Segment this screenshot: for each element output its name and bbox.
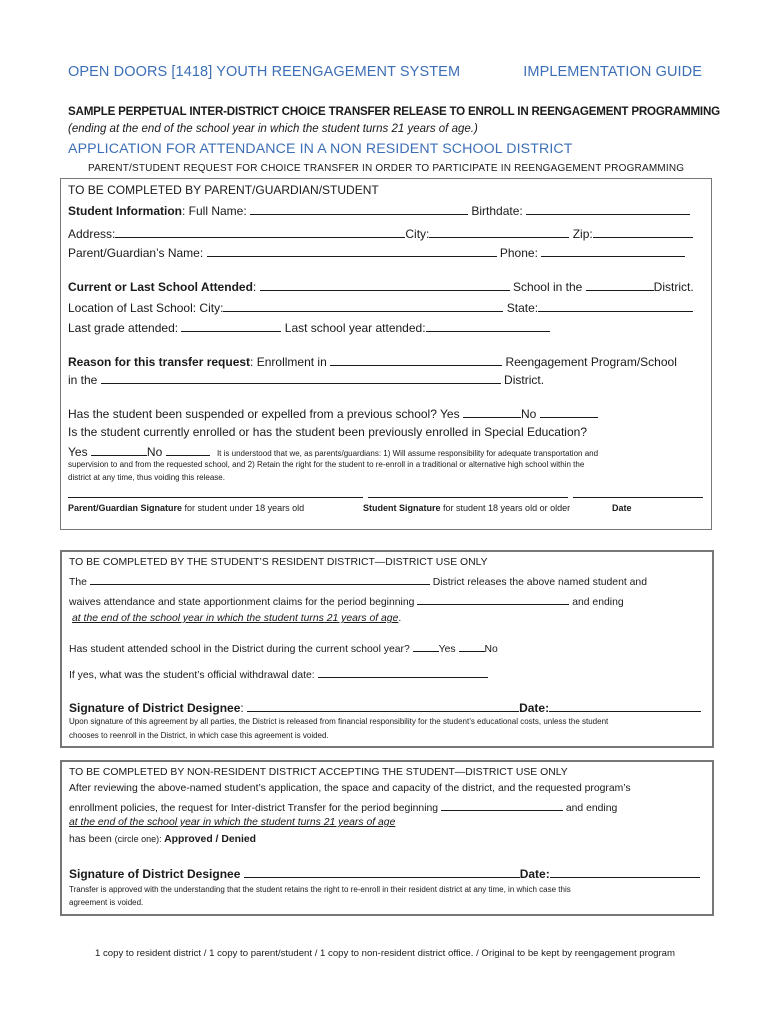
resident-district-section — [60, 550, 714, 748]
phone-label: Phone: — [499, 246, 538, 260]
address-row — [68, 225, 704, 243]
last-year-field[interactable] — [426, 319, 550, 332]
the-label: The — [69, 577, 87, 588]
review-line-2 — [69, 800, 705, 818]
parent-name-field[interactable] — [207, 244, 497, 257]
suspended-row — [68, 405, 704, 423]
approval-note-2: agreement is voided. — [69, 898, 144, 907]
releases-text: District releases the above named student and — [432, 577, 647, 588]
approved-denied-options[interactable]: Approved / Denied — [164, 834, 256, 845]
special-ed-row: Is the student currently enrolled or has the student been previously enrolled in Special Education? — [68, 425, 587, 439]
address-label: Address: — [68, 227, 116, 241]
student-signature-label: Student Signature — [363, 503, 441, 513]
attended-yes-field[interactable] — [413, 641, 439, 652]
special-ed-yes-field[interactable] — [91, 443, 147, 456]
zip-label: Zip: — [572, 227, 593, 241]
parent-signature-note: for student under 18 years old — [182, 503, 305, 513]
resident-district-field[interactable] — [90, 574, 430, 585]
transfer-district-field[interactable] — [101, 371, 501, 384]
transfer-period-field[interactable] — [441, 800, 563, 811]
releases-row — [69, 574, 705, 592]
last-year-label: Last school year attended: — [284, 321, 426, 335]
current-school-row — [68, 278, 704, 296]
end-of-year-row — [72, 613, 705, 631]
student-signature-note: for student 18 years old or older — [440, 503, 571, 513]
last-grade-label: Last grade attended: — [68, 321, 179, 335]
attended-no-label: No — [484, 644, 498, 655]
end-of-year-text: at the end of the school year in which the student turns 21 years of age — [72, 613, 399, 624]
district-label-2: District. — [504, 373, 545, 387]
parent-request-heading: PARENT/STUDENT REQUEST FOR CHOICE TRANSFER IN ORDER TO PARTICIPATE IN REENGAGEMENT PROGRAMMING — [88, 163, 685, 174]
phone-field[interactable] — [541, 244, 685, 257]
withdrawal-question: If yes, what was the student’s official withdrawal date: — [69, 670, 315, 681]
approval-note-1: Transfer is approved with the understanding that the student retains the right to re-enroll in their resident district at any time, in which case this — [69, 885, 571, 894]
district-row — [68, 371, 704, 389]
program-field[interactable] — [330, 353, 502, 366]
document-title: SAMPLE PERPETUAL INTER-DISTRICT CHOICE TRANSFER RELEASE TO ENROLL IN REENGAGEMENT PROGRAMMING — [68, 105, 720, 118]
withdrawal-date-field[interactable] — [318, 667, 488, 678]
full-name-field[interactable] — [250, 202, 468, 215]
waives-row — [69, 594, 705, 612]
designee-date-label: Date: — [519, 701, 550, 715]
state-field[interactable] — [538, 299, 693, 312]
parent-name-label: Parent/Guardian’s Name: — [68, 246, 204, 260]
location-label: Location of Last School: City: — [68, 301, 224, 315]
section1-heading: TO BE COMPLETED BY PARENT/GUARDIAN/STUDENT — [68, 183, 379, 197]
header-right: IMPLEMENTATION GUIDE — [523, 64, 702, 80]
special-ed-no-field[interactable] — [166, 443, 210, 456]
reengagement-label: Reengagement Program/School — [505, 355, 677, 369]
section3-heading: TO BE COMPLETED BY NON-RESIDENT DISTRICT ACCEPTING THE STUDENT—DISTRICT USE ONLY — [69, 767, 568, 778]
current-school-label: Current or Last School Attended — [68, 280, 253, 294]
full-name-label: : Full Name: — [182, 204, 247, 218]
designee-signature-label: Signature of District Designee — [69, 867, 241, 881]
attended-question: Has student attended school in the District during the current school year? — [69, 644, 410, 655]
release-note-2: chooses to reenroll in the District, in which case this agreement is voided. — [69, 731, 329, 740]
application-title: APPLICATION FOR ATTENDANCE IN A NON RESIDENT SCHOOL DISTRICT — [68, 141, 573, 157]
reason-row — [68, 353, 704, 371]
parent-name-row — [68, 244, 704, 262]
end-of-year-row-3 — [69, 817, 705, 835]
period-text: . — [398, 613, 402, 624]
city-field[interactable] — [429, 225, 569, 238]
in-the-label: in the — [68, 373, 98, 387]
designee-row — [69, 699, 705, 717]
last-grade-field[interactable] — [181, 319, 281, 332]
attended-no-field[interactable] — [459, 641, 485, 652]
parent-signature-label: Parent/Guardian Signature — [68, 503, 183, 513]
special-ed-answer-row — [68, 443, 704, 461]
parent-signature-line[interactable] — [68, 497, 363, 498]
signature-date-line[interactable] — [573, 497, 703, 498]
location-row — [68, 299, 704, 317]
designee-row-3 — [69, 865, 705, 883]
understood-text-2: supervision to and from the requested school, and 2) Retain the right for the student to re-enroll in a traditional or alternative high school within the — [68, 460, 585, 469]
attended-yes-label: Yes — [438, 644, 456, 655]
and-ending-text: and ending — [572, 597, 624, 608]
has-been-row — [69, 834, 705, 852]
zip-field[interactable] — [593, 225, 693, 238]
review-line-1: After reviewing the above-named student’s application, the space and capacity of the district, and the requested program’s — [69, 783, 631, 794]
period-beginning-field[interactable] — [417, 594, 569, 605]
has-been-text: has been — [69, 834, 115, 845]
grade-row — [68, 319, 704, 337]
non-resident-district-section — [60, 760, 714, 916]
suspended-no-field[interactable] — [540, 405, 598, 418]
waives-text: waives attendance and state apportionment claims for the period beginning — [69, 597, 415, 608]
designee-date-label: Date: — [519, 867, 550, 881]
signature-date-label: Date — [612, 503, 632, 513]
enrollment-in-label: : Enrollment in — [250, 355, 327, 369]
designee-signature-label: Signature of District Designee — [69, 701, 241, 715]
reason-label: Reason for this transfer request — [68, 355, 251, 369]
birthdate-label: Birthdate: — [471, 204, 523, 218]
suspended-no-label: No — [520, 407, 537, 421]
city-label: City: — [405, 227, 430, 241]
parent-signature-caption — [68, 503, 304, 513]
parent-student-section — [60, 178, 712, 530]
section2-heading: TO BE COMPLETED BY THE STUDENT’S RESIDENT DISTRICT—DISTRICT USE ONLY — [69, 557, 488, 568]
colon-text: : — [240, 701, 244, 715]
document-subtitle: (ending at the end of the school year in which the student turns 21 years of age.) — [68, 123, 478, 135]
copy-distribution-footer: 1 copy to resident district / 1 copy to parent/student / 1 copy to non-resident district office. / Original to be kept by reengagement program — [94, 948, 676, 959]
understood-text-1: It is understood that we, as parents/guardians: 1) Will assume responsibility for adequate transportation and — [216, 449, 599, 458]
student-info-label: Student Information — [68, 204, 182, 218]
understood-text-3: district at any time, thus voiding this release. — [68, 473, 225, 482]
birthdate-field[interactable] — [526, 202, 690, 215]
end-of-year-text: at the end of the school year in which the student turns 21 years of age — [69, 817, 396, 828]
student-signature-caption — [363, 503, 570, 513]
designee-signature-field[interactable] — [247, 699, 519, 712]
designee-signature-field[interactable] — [244, 865, 520, 878]
circle-one-text: (circle one): — [114, 834, 165, 844]
withdrawal-row — [69, 667, 705, 685]
current-school-field[interactable] — [260, 278, 510, 291]
student-info-row — [68, 202, 704, 220]
location-city-field[interactable] — [223, 299, 503, 312]
release-note-1: Upon signature of this agreement by all parties, the District is released from financial responsibility for the student’s educational costs, unless the student — [69, 717, 609, 726]
state-label: State: — [506, 301, 539, 315]
attended-row — [69, 641, 705, 659]
district-label: District. — [653, 280, 694, 294]
and-ending-text: and ending — [565, 803, 618, 814]
designee-date-field[interactable] — [550, 865, 700, 878]
suspended-question: Has the student been suspended or expelled from a previous school? Yes — [68, 407, 460, 421]
school-in-the-label: School in the — [512, 280, 583, 294]
header-left: OPEN DOORS [1418] YOUTH REENGAGEMENT SYSTEM — [68, 64, 461, 80]
special-ed-no-label: No — [146, 445, 163, 459]
special-ed-yes-label: Yes — [68, 445, 88, 459]
colon-text: : — [252, 280, 257, 294]
suspended-yes-field[interactable] — [463, 405, 521, 418]
designee-date-field[interactable] — [549, 699, 701, 712]
review-period-text: enrollment policies, the request for Inter-district Transfer for the period beginning — [69, 803, 439, 814]
student-signature-line[interactable] — [368, 497, 568, 498]
address-field[interactable] — [115, 225, 405, 238]
school-district-field[interactable] — [586, 278, 654, 291]
